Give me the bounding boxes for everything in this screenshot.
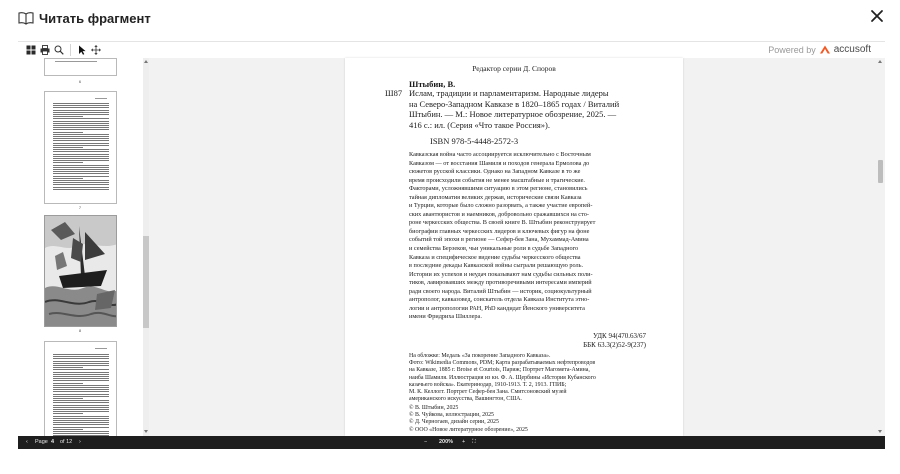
thumbnail-page-illustration[interactable]	[44, 215, 117, 327]
abstract-line: ских авантюристов и наемников, добровольно сражавшихся на сто-	[409, 210, 589, 218]
powered-by[interactable]	[768, 44, 871, 55]
zoom-in-button[interactable]: +	[462, 439, 466, 445]
thumbnail-text-line	[53, 354, 109, 355]
abstract-line: роне черкесских общества. В своей книге В. Штыбин реконструирует	[409, 219, 596, 227]
thumbnail-panel	[18, 58, 149, 436]
dialog-header	[0, 0, 900, 38]
isbn: ISBN 978-5-4448-2572-3	[430, 136, 519, 146]
thumbnail-number: 8	[78, 328, 82, 333]
copyright-line: © В. Чуйкова, иллюстрации, 2025	[409, 412, 494, 419]
thumbnail-text-line	[53, 118, 109, 119]
thumbnail-page[interactable]	[44, 341, 117, 436]
thumbnail-text-line	[53, 431, 109, 432]
thumbnail-text-line	[53, 374, 109, 375]
thumbnail-text-line	[53, 376, 109, 377]
thumbnail-text-line	[53, 138, 109, 139]
thumbnail-text-line	[53, 127, 109, 128]
thumbnail-text-line	[53, 147, 83, 148]
thumbnail-text-line	[53, 378, 109, 379]
thumbnail-text-line	[53, 358, 109, 359]
scroll-down-arrow-icon[interactable]	[144, 430, 148, 433]
thumbnail-text-line	[53, 372, 109, 373]
bibliographic-record	[409, 88, 649, 130]
thumbnail-number: 6	[78, 79, 82, 84]
zoom-out-button[interactable]: −	[424, 439, 428, 445]
copyright-line: © ООО «Новое литературное обозрение», 2025	[409, 426, 528, 433]
thumbnail-text-line	[53, 158, 109, 159]
print-icon[interactable]	[40, 45, 50, 55]
thumbnail-text-line	[53, 165, 109, 166]
viewer-toolbar	[18, 41, 885, 57]
thumbnail-text-line	[53, 103, 109, 104]
thumbnail-text-line	[53, 396, 109, 397]
series-editor: Редактор серии Д. Споров	[472, 64, 556, 73]
thumbnail-text-line	[53, 413, 83, 414]
bib-line: на Северо-Западном Кавказе в 1820–1865 годах / Виталий	[409, 98, 620, 109]
thumbnail-text-line	[53, 189, 109, 190]
thumbnail-text-line	[53, 129, 109, 130]
thumbnail-text-line	[53, 427, 109, 428]
bib-line: Штыбин. — М.: Новое литературное обозрение, 2025. —	[409, 109, 617, 119]
bbk-code: ББК 63.3(2)52-9(237)	[583, 340, 646, 349]
scroll-up-arrow-icon[interactable]	[878, 60, 882, 63]
thumbnail-text-line	[53, 411, 109, 412]
thumbnail-text-line	[53, 367, 83, 368]
page-total: of 12	[60, 439, 73, 445]
abstract-line: событий той эпохи в регионе — Сефер-бея Зана, Мухаммад-Амина	[409, 236, 589, 244]
thumbnail-text-line	[53, 422, 109, 423]
abstract-line: антрополог, кавказовед, соискатель отдела Кавказа Института этно-	[409, 296, 590, 304]
abstract-line: тайная дипломатия великих держав, исторические связи Кавказа	[409, 193, 582, 201]
thumbnail-page[interactable]	[44, 58, 117, 76]
abstract-line: тиков, лавировавших между противоречивыми интересами империй	[409, 279, 592, 287]
scroll-down-arrow-icon[interactable]	[878, 430, 882, 433]
thumbnail-text-line	[53, 407, 109, 408]
thumbnail-text-line	[53, 145, 109, 146]
thumbnail-number: 7	[78, 205, 82, 210]
thumbnail-text-line	[53, 402, 109, 403]
book-author: Штыбин, В.	[409, 79, 456, 89]
thumbnail-text-line	[53, 356, 109, 357]
thumbnail-text-line	[53, 184, 109, 185]
thumbnail-text-line	[53, 176, 109, 177]
main-scroll-handle[interactable]	[878, 160, 883, 183]
close-icon[interactable]	[868, 7, 886, 25]
status-bar	[18, 436, 885, 449]
cover-note-line: Фото: Wikimedia Commons, PDM; Карта разрабатываемых нефтепроводов	[409, 360, 596, 367]
thumbnail-text-line	[53, 123, 109, 124]
thumbnail-text-line	[53, 125, 109, 126]
thumbnail-text-line	[53, 361, 109, 362]
accusoft-logo-icon	[819, 45, 831, 54]
thumbnail-text-line	[53, 110, 109, 111]
ship-illustration-thumbnail	[45, 216, 117, 327]
thumbnail-text-line	[53, 369, 109, 370]
search-icon[interactable]	[54, 45, 64, 55]
abstract-line: Истории их успехов и неудач показывают нам судьбы сильных поли-	[409, 270, 593, 278]
thumbnail-text-line	[95, 98, 107, 99]
document-page	[345, 58, 683, 436]
thumbnail-text-line	[53, 363, 109, 364]
page-canvas	[149, 58, 885, 436]
dialog-title: Читать фрагмент	[39, 11, 151, 26]
thumbnail-text-line	[53, 409, 109, 410]
thumbnail-text-line	[53, 182, 109, 183]
abstract-line: логии и антропологии РАН, PhD кандидат Йенского университета	[409, 304, 585, 312]
thumbnail-text-line	[53, 132, 83, 133]
abstract-line: имени Фридриха Шиллера.	[409, 313, 482, 321]
thumbnail-text-line	[53, 383, 83, 384]
thumbnail-text-line	[53, 154, 109, 155]
thumbnail-text-line	[53, 149, 109, 150]
cover-note-line: М. К. Келлогг. Портрет Сефер-бея Зана. Смитсоновский музей	[409, 389, 567, 396]
page-number-input[interactable]: 4	[51, 439, 55, 445]
thumbnail-text-line	[53, 424, 109, 425]
cover-credits	[409, 353, 671, 403]
thumbnail-text-line	[53, 107, 109, 108]
thumbnail-text-line	[53, 140, 109, 141]
thumbnail-text-line	[53, 387, 109, 388]
abstract-line: Кавказа и специфическое видение судьбы черкесского общества	[409, 253, 581, 261]
thumbnail-text-line	[53, 121, 109, 122]
prev-page-button[interactable]: ‹	[26, 439, 28, 445]
thumbnail-text-line	[95, 348, 107, 349]
powered-by-label: Powered by	[768, 44, 816, 55]
thumbnail-text-line	[53, 391, 109, 392]
thumbnail-text-line	[53, 420, 109, 421]
thumbnail-text-line	[53, 173, 109, 174]
cover-note-line: на Кавказе, 1885 г. Broise et Courtois, Париж; Портрет Магомета-Амина,	[409, 367, 590, 374]
zoom-level[interactable]: 200%	[439, 439, 454, 445]
open-book-icon	[18, 11, 34, 25]
cover-note-line: На обложке: Медаль «За покорение Западного Кавказа».	[409, 353, 551, 359]
thumbnail-text-line	[53, 394, 109, 395]
abstract-line: и семейства Берзеков, чьи уникальные роли в судьбе Западного	[409, 245, 579, 253]
thumbnail-text-line	[53, 143, 109, 144]
thumbnail-text-line	[53, 418, 109, 419]
book-abstract	[409, 151, 671, 322]
select-pointer-icon[interactable]	[77, 45, 87, 55]
thumbnail-text-line	[53, 169, 109, 170]
thumbnail-text-line	[53, 389, 109, 390]
thumbnail-text-line	[53, 398, 83, 399]
abstract-line: Факторами, усложнявшими ситуацию в этом регионе, становились	[409, 185, 588, 193]
abstract-line: время происходили события не менее масштабные и трагические.	[409, 176, 585, 184]
thumbnails-toggle-icon[interactable]	[26, 45, 36, 55]
thumbnail-text-line	[53, 405, 109, 406]
thumbnail-text-line	[53, 400, 109, 401]
main-scrollbar[interactable]	[875, 58, 885, 436]
pan-tool-icon[interactable]	[91, 45, 101, 55]
thumbnail-text-line	[53, 134, 109, 135]
udk-code: УДК 94(470.63/67	[593, 332, 646, 340]
thumbnail-text-line	[53, 171, 109, 172]
thumbnail-text-line	[53, 105, 109, 106]
thumbnail-text-line	[53, 156, 109, 157]
thumbnail-text-line	[53, 365, 109, 366]
page-label: Page	[35, 439, 48, 445]
library-code: Ш87	[385, 88, 403, 98]
thumbnail-text-line	[53, 385, 109, 386]
abstract-line: ради своего народа. Виталий Штыбин — историк, социокультурный	[409, 287, 592, 295]
thumbnail-text-line	[53, 160, 109, 161]
thumbnail-text-line	[53, 151, 109, 152]
thumbnail-text-line	[53, 178, 83, 179]
abstract-line: Кавказом — от восстания Шамиля и походов генерала Ермолова до	[409, 159, 590, 167]
cover-note-line: наиба Шамиля. Иллюстрация из кн. Ф. А. Щербины «История Кубанского	[409, 374, 596, 381]
bib-line: Ислам, традиции и парламентаризм. Народные лидеры	[409, 88, 609, 98]
thumbnail-text-line	[53, 429, 83, 430]
abstract-line: и Турции, которые было сложно разорвать, а также участие европей-	[409, 202, 593, 210]
next-page-button[interactable]: ›	[79, 439, 81, 445]
thumbnail-text-line	[53, 433, 109, 434]
classification-codes	[583, 332, 646, 349]
thumbnail-text-line	[53, 180, 109, 181]
copyright-notices	[409, 405, 671, 434]
thumbnail-text-line	[53, 136, 109, 137]
thumbnail-text-line	[53, 112, 109, 113]
thumbnail-page[interactable]	[44, 91, 117, 204]
thumbnail-text-line	[53, 167, 109, 168]
abstract-line: сюжетов русской классики. Однако на Западном Кавказе в то же	[409, 168, 581, 176]
accusoft-brand: accusoft	[833, 44, 871, 55]
cover-note-line: казачьего войска». Екатеринодар, 1910-1913. Т. 2, 1913. ГПИБ;	[409, 381, 567, 388]
abstract-line: в последние декады Кавказской войны сыграли решающую роль.	[409, 262, 584, 270]
thumbnail-text-line	[53, 416, 109, 417]
abstract-line: Кавказская война часто ассоциируется исключительно с Восточным	[409, 151, 591, 158]
scroll-up-arrow-icon[interactable]	[144, 60, 148, 63]
abstract-line: биографии главных черкесских лидеров и ключевых фигур на фоне	[409, 227, 590, 235]
thumbnail-text-line	[53, 162, 83, 163]
copyright-line: © В. Штыбин, 2025	[409, 405, 459, 411]
thumbnail-text-line	[53, 187, 109, 188]
bib-line: 416 с.: ил. (Серия «Что такое Россия»).	[409, 119, 550, 130]
document-viewer	[18, 58, 885, 436]
fit-page-button[interactable]: ⛶	[472, 439, 476, 445]
thumbnail-text-line	[53, 114, 109, 115]
thumbnail-text-line	[53, 380, 109, 381]
thumbnail-text-line	[53, 116, 83, 117]
copyright-line: © Д. Черногаев, дизайн серии, 2025	[409, 419, 499, 426]
cover-note-line: американского искусства, Вашингтон, США.	[409, 396, 522, 403]
toolbar-divider	[70, 44, 71, 56]
